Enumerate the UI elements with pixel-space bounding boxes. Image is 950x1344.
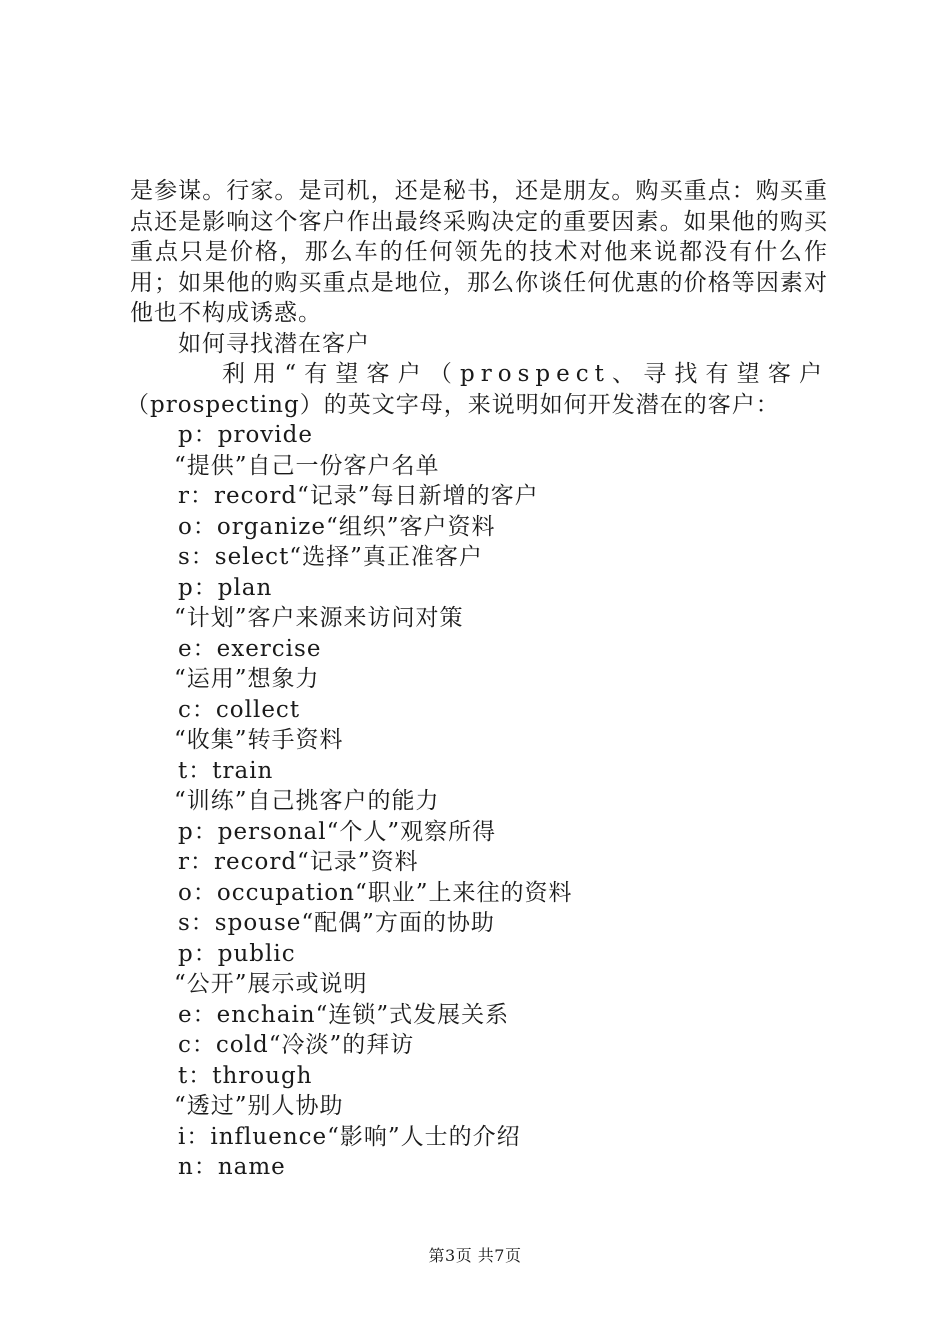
intro-paragraph: [126, 359, 828, 420]
list-item: i：influence“影响”人士的介绍: [178, 1123, 521, 1150]
intro-line-1: 利用“有望客户（prospect、寻找有望客户: [222, 361, 828, 387]
list-item: t：through: [178, 1062, 313, 1089]
list-item: “透过”别人协助: [174, 1093, 344, 1119]
list-item: o：occupation“职业”上来往的资料: [178, 879, 573, 906]
list-item: “训练”自己挑客户的能力: [174, 788, 440, 814]
list-item: r：record“记录”资料: [178, 849, 419, 875]
list-item: c：cold“冷淡”的拜访: [178, 1032, 415, 1058]
list-item: t：train: [178, 757, 274, 784]
list-item: c：collect: [178, 696, 301, 723]
list-item: s：select“选择”真正准客户: [178, 544, 483, 570]
document-body: [126, 176, 828, 1183]
list-item: e：enchain“连锁”式发展关系: [178, 1001, 510, 1028]
list-item: r：record“记录”每日新增的客户: [178, 483, 539, 509]
list-item: “运用”想象力: [174, 666, 320, 692]
body-paragraph: 是参谋。行家。是司机，还是秘书，还是朋友。购买重点：购买重点还是影响这个客户作出最终采购决定的重要因素。如果他的购买重点只是价格，那么车的任何领先的技术对他来说都没有什么作用；如果他的购买重点是地位，那么你谈任何优惠的价格等因素对他也不构成诱惑。: [130, 178, 828, 326]
list-item: “计划”客户来源来访问对策: [174, 605, 464, 631]
list-item: p：personal“个人”观察所得: [178, 818, 497, 845]
acronym-list: [130, 420, 828, 1183]
list-item: o：organize“组织”客户资料: [178, 513, 496, 540]
list-item: p：public: [178, 940, 296, 967]
section-heading: 如何寻找潜在客户: [178, 330, 370, 357]
list-item: p：provide: [178, 422, 313, 448]
list-item: e：exercise: [178, 635, 322, 662]
page-footer: 第3页 共7页: [428, 1246, 522, 1265]
list-item: “收集”转手资料: [174, 727, 344, 753]
list-item: “公开”展示或说明: [174, 971, 368, 997]
list-item: s：spouse“配偶”方面的协助: [178, 910, 495, 936]
list-item: “提供”自己一份客户名单: [174, 452, 440, 479]
intro-line-2: （prospecting）的英文字母，来说明如何开发潜在的客户：: [126, 391, 780, 418]
list-item: p：plan: [178, 574, 273, 601]
list-item: n：name: [178, 1154, 286, 1180]
